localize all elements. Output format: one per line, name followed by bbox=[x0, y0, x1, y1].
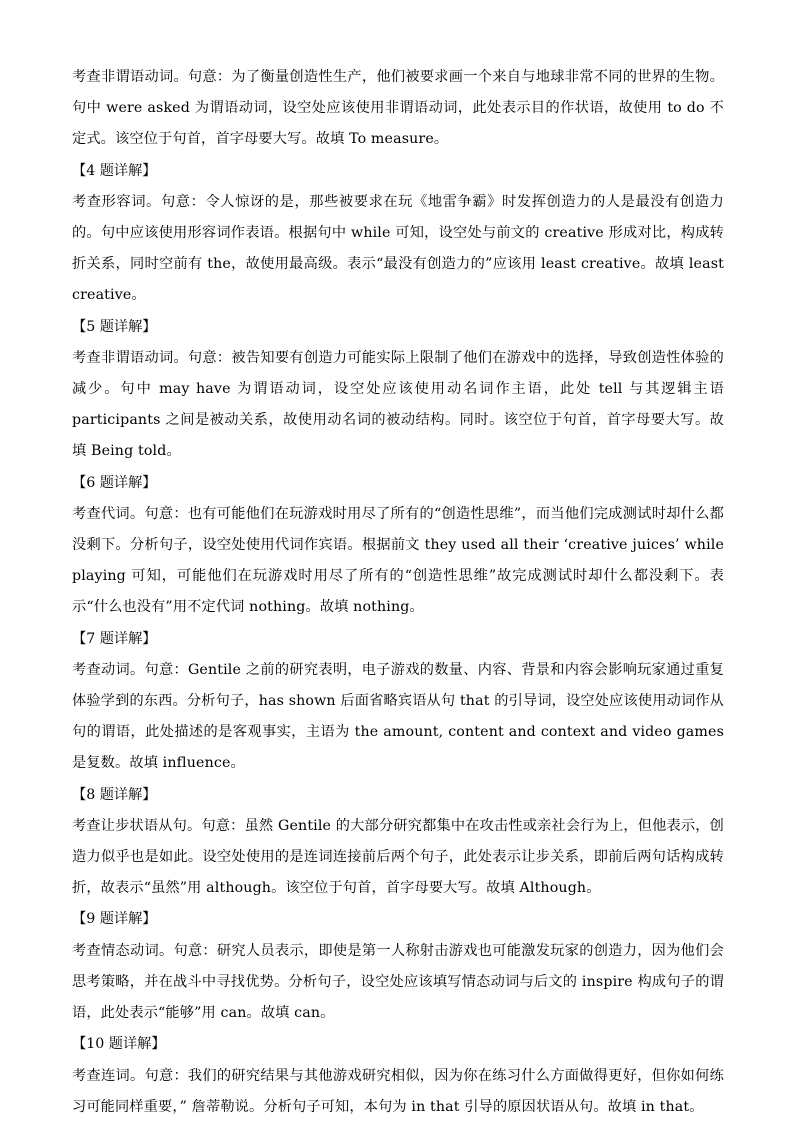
paragraph-q7-explanation: 考查动词。句意：Gentile 之前的研究表明，电子游戏的数量、内容、背景和内容会影响玩家通过重复体验学到的东西。分析句子，has shown 后面省略宾语从句 that 的引导词，设空处应该使用动词作从句的谓语，此处描述的是客观事实，主语为 the amount, content and context and video games 是复数。故填 influence。 bbox=[72, 661, 724, 772]
paragraph-q3-explanation: 考查非谓语动词。句意：为了衡量创造性生产，他们被要求画一个来自与地球非常不同的世界的生物。句中 were asked 为谓语动词，设空处应该使用非谓语动词，此处表示目的作状语，故使用 to do 不定式。该空位于句首，首字母要大写。故填 To measure。 bbox=[72, 69, 724, 148]
heading-q8: 【8 题详解】 bbox=[72, 786, 157, 803]
paragraph-q5-explanation: 考查非谓语动词。句意：被告知要有创造力可能实际上限制了他们在游戏中的选择，导致创造性体验的减少。句中 may have 为谓语动词，设空处应该使用动名词作主语，此处 tell 与其逻辑主语 participants 之间是被动关系，故使用动名词的被动结构。同时。该空位于句首，首字母要大写。故填 Being told。 bbox=[72, 349, 724, 460]
paragraph-q10-explanation: 考查连词。句意：我们的研究结果与其他游戏研究相似，因为你在练习什么方面做得更好，但你如何练习可能同样重要，” 詹蒂勒说。分析句子可知，本句为 in that 引导的原因状语从句。故填 in that。 bbox=[72, 1067, 724, 1115]
paragraph-q9-explanation: 考查情态动词。句意：研究人员表示，即使是第一人称射击游戏也可能激发玩家的创造力，因为他们会思考策略，并在战斗中寻找优势。分析句子，设空处应该填写情态动词与后文的 inspire 构成句子的谓语，此处表示“能够”用 can。故填 can。 bbox=[72, 942, 724, 1022]
paragraph-q6-explanation: 考查代词。句意：也有可能他们在玩游戏时用尽了所有的“创造性思维”，而当他们完成测试时却什么都没剩下。分析句子，设空处使用代词作宾语。根据前文 they used all their ‘creative juices’ while playing 可知，可能他们在玩游戏时用尽了所有的“创造性思维”故完成测试时却什么都没剩下。表示“什么也没有”用不定代词 nothing。故填 nothing。 bbox=[72, 505, 724, 616]
heading-q7: 【7 题详解】 bbox=[72, 630, 157, 647]
heading-q6: 【6 题详解】 bbox=[72, 474, 157, 491]
paragraph-q8-explanation: 考查让步状语从句。句意：虽然 Gentile 的大部分研究都集中在攻击性或亲社会行为上，但他表示，创造力似乎也是如此。设空处使用的是连词连接前后两个句子，此处表示让步关系，即前后两句话构成转折，故表示“虽然”用 although。该空位于句首，首字母要大写。故填 Although。 bbox=[72, 817, 724, 897]
heading-q4: 【4 题详解】 bbox=[72, 162, 157, 179]
paragraph-q4-explanation: 考查形容词。句意：令人惊讶的是，那些被要求在玩《地雷争霸》时发挥创造力的人是最没有创造力的。句中应该使用形容词作表语。根据句中 while 可知，设空处与前文的 creative 形成对比，构成转折关系，同时空前有 the，故使用最高级。表示“最没有创造力的”应该用 least creative。故填 least creative。 bbox=[72, 193, 724, 304]
heading-q9: 【9 题详解】 bbox=[72, 911, 157, 928]
heading-q5: 【5 题详解】 bbox=[72, 318, 157, 335]
heading-q10: 【10 题详解】 bbox=[72, 1036, 166, 1053]
